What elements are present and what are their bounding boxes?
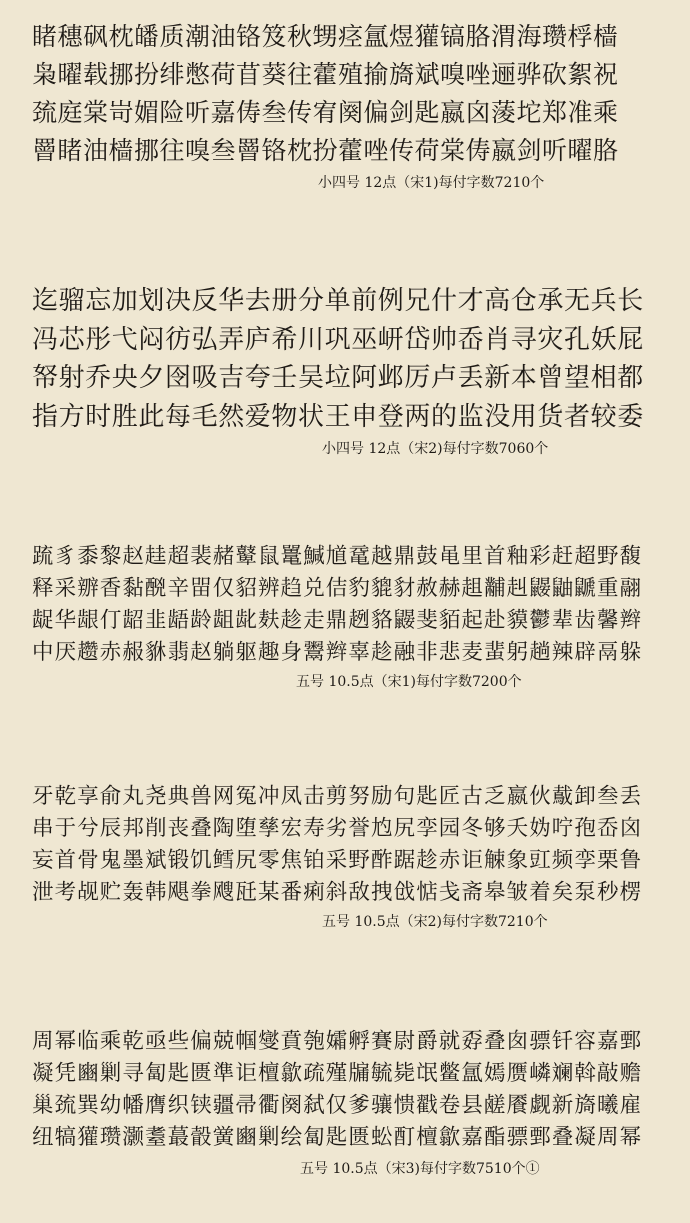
specimen-line: 睹穗砜枕皤质潮油铬笈秋甥痉氲煜獾镐胳渭海瓒桴樯 bbox=[32, 22, 619, 51]
specimen-block-song3-size5 bbox=[0, 1026, 690, 1178]
specimen-line: 周幂临乘乾亟些偏兢帼燮賁匏孀孵賽尉爵就孬叠囱骠钎容嘉鄄 bbox=[32, 1029, 643, 1054]
specimen-caption: 五号 10.5点（宋3)每付字数7510个① bbox=[300, 1161, 540, 1177]
specimen-caption: 五号 10.5点（宋1)每付字数7200个 bbox=[296, 674, 522, 690]
specimen-line: 纽犒獾瓒灏耋蕞瞉黉豳剿绘匐匙匮蚣酊檀歙嘉酯骠鄄叠凝周幂 bbox=[32, 1125, 643, 1150]
specimen-line: 牙乾享俞丸尧典兽网冤冲凤击剪努励句匙匠古乏嬴伙䳒卸叁丢 bbox=[32, 784, 643, 809]
specimen-line: 迄骝忘加划决反华去册分单前例兄什才高仓承无兵长 bbox=[32, 286, 644, 316]
specimen-line: 指方时胜此每毛然爱物状王申登两的监没用货者较委 bbox=[32, 401, 644, 432]
specimen-line: 罾睹油樯挪往嗅叁罾铬枕扮藿唑传荷棠俦嬴剑听曜胳 bbox=[32, 136, 619, 165]
specimen-line: 凝凭豳剿寻匐匙匮準讵檀歙疏殣牖毓毙氓鳖氲嫣赝嶙斓斡敲赡 bbox=[32, 1061, 643, 1086]
specimen-line: 巯庭棠岢媚险听嘉俦叁传宥阕偏剑匙嬴囟蔆坨郑准乘 bbox=[32, 98, 619, 127]
specimen-caption: 五号 10.5点（宋2)每付字数7210个 bbox=[322, 914, 548, 930]
specimen-line: 泄考觇贮轰韩飓拳飕瓩某番痢斜敌拽戗惦戋斋皋皱着矣泵秒楞 bbox=[32, 880, 643, 905]
specimen-line: 冯芯彤弋闷彷弘弄庐希川巩巫岍岱帅岙肖寻灾孔妖屁 bbox=[32, 324, 644, 355]
specimen-line: 串于兮辰邦削丧叠陶堕孳宏寿劣誉尥尻孪园冬够夭妫咛孢岙囟 bbox=[32, 816, 643, 841]
specimen-block-song2-size5 bbox=[0, 781, 690, 931]
specimen-caption: 小四号 12点（宋1)每付字数7210个 bbox=[318, 175, 545, 191]
specimen-block-song1-size5 bbox=[0, 541, 690, 691]
specimen-block-song1-small4 bbox=[0, 18, 690, 192]
specimen-line: 帑射乔央夕囹吸吉夸壬吴垃阿邺厉卢丢新本曾望相都 bbox=[32, 363, 644, 393]
specimen-line: 妄首骨鬼墨斌锻饥鳕尻零焦铂采野酢踞趁赤讵觫象豇频孪栗鲁 bbox=[32, 848, 643, 873]
specimen-line: 䟽豸黍黎赵䞨超裴赭鼙鼠鼍鰔馗鼋越鼎鼓黾里首釉彩赶超野馥 bbox=[32, 544, 643, 569]
specimen-line: 龊华龈仃龆韭龉龄龃龀麸趁走鼎趔貉鼹斐貊起赴貘鬱辈齿馨辫 bbox=[32, 608, 643, 633]
specimen-line: 巢巯巽幼幡膺织铗疆帚衢阕弑仅爹骧愦戳卷县鹾餍觑新旖曦雇 bbox=[32, 1093, 643, 1118]
specimen-line: 中厌趱赤赧貅翡赵躺躯趣身鬻辫辜趁融非悲麦蜚躬趟辣辟鬲躲 bbox=[32, 640, 643, 665]
specimen-line: 枭曜载挪扮绯憋荷苜葵往藿殖揄旖斌嗅唑逦骅砍絮祝 bbox=[32, 60, 619, 89]
specimen-caption: 小四号 12点（宋2)每付字数7060个 bbox=[322, 441, 549, 457]
specimen-line: 释采辧香黏䣴辛㽞仅貂辨趋兑佶豹貔豺赦赫趄黼赳鼹鼬鼶重翮 bbox=[32, 576, 643, 601]
specimen-block-song2-small4 bbox=[0, 282, 690, 458]
